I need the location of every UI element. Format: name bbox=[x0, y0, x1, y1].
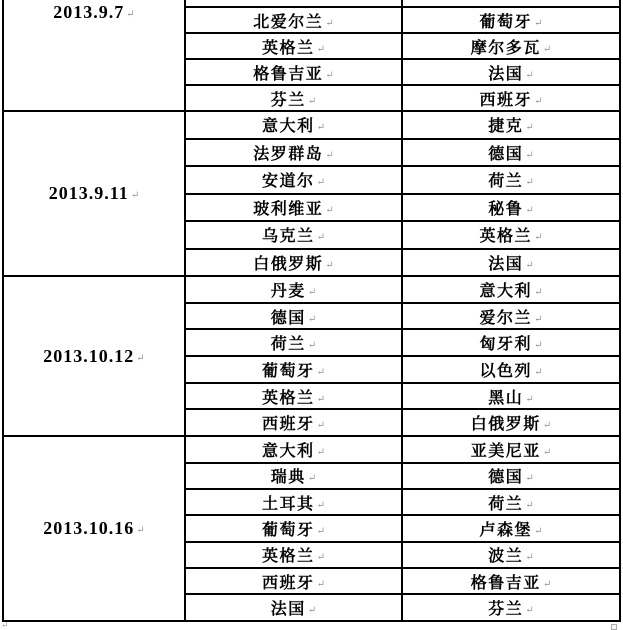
match-away-cell[interactable] bbox=[402, 33, 620, 59]
home-team-name: 乌克兰 bbox=[262, 228, 315, 246]
paragraph-mark: ↵ bbox=[534, 95, 543, 107]
home-team-name: 英格兰 bbox=[262, 39, 315, 57]
date-text: 2013.9.11 bbox=[48, 183, 129, 203]
match-away-cell[interactable] bbox=[402, 303, 620, 330]
match-away-cell[interactable] bbox=[402, 221, 620, 249]
match-away-cell[interactable] bbox=[402, 166, 620, 194]
paragraph-mark: ↵ bbox=[307, 286, 317, 298]
paragraph-mark: ↵ bbox=[316, 122, 325, 134]
match-away-cell[interactable] bbox=[402, 7, 620, 33]
match-home-cell[interactable] bbox=[185, 221, 402, 249]
paragraph-mark: ↵ bbox=[534, 340, 543, 352]
match-home-cell[interactable] bbox=[185, 166, 402, 194]
home-team-name: 芬兰 bbox=[270, 91, 306, 109]
away-team-name: 白俄罗斯 bbox=[470, 416, 541, 434]
match-home-cell[interactable] bbox=[185, 329, 402, 356]
paragraph-mark: ↵ bbox=[136, 524, 145, 536]
match-home-cell[interactable] bbox=[185, 276, 402, 303]
paragraph-mark: ↵ bbox=[542, 420, 552, 432]
paragraph-mark: ↵ bbox=[534, 313, 543, 325]
match-away-cell[interactable] bbox=[402, 409, 620, 436]
match-home-cell[interactable] bbox=[185, 594, 402, 620]
match-away-cell[interactable] bbox=[402, 568, 620, 594]
away-team-name: 卢森堡 bbox=[479, 521, 533, 539]
paragraph-mark: ↵ bbox=[316, 578, 325, 590]
paragraph-mark: ↵ bbox=[525, 204, 534, 216]
match-home-cell[interactable] bbox=[185, 111, 402, 139]
away-team-name: 意大利 bbox=[479, 282, 533, 300]
match-schedule-table bbox=[2, 0, 621, 622]
match-home-cell[interactable] bbox=[185, 436, 402, 462]
match-away-cell[interactable] bbox=[402, 111, 620, 139]
paragraph-mark: ↵ bbox=[325, 259, 334, 271]
paragraph-mark: ↵ bbox=[307, 313, 317, 325]
away-team-name: 秘鲁 bbox=[488, 200, 524, 218]
paragraph-mark: ↵ bbox=[534, 286, 543, 298]
paragraph-mark: ↵ bbox=[525, 122, 534, 134]
paragraph-mark: ↵ bbox=[316, 525, 325, 537]
schedule-body bbox=[3, 0, 620, 621]
away-team-name: 波兰 bbox=[488, 548, 524, 566]
paragraph-mark: ↵ bbox=[136, 352, 145, 364]
paragraph-mark: ↵ bbox=[525, 69, 534, 81]
paragraph-mark: ↵ bbox=[534, 232, 543, 244]
after-table-paragraph-mark: ↵ bbox=[1, 620, 9, 630]
home-team-name: 英格兰 bbox=[262, 548, 315, 566]
match-home-cell[interactable] bbox=[185, 139, 402, 167]
cropped-empty-cell[interactable] bbox=[185, 0, 402, 7]
cropped-row bbox=[3, 0, 620, 7]
paragraph-mark: ↵ bbox=[325, 204, 334, 216]
home-team-name: 土耳其 bbox=[262, 495, 315, 513]
away-team-name: 以色列 bbox=[479, 362, 533, 380]
match-home-cell[interactable] bbox=[185, 515, 402, 541]
match-home-cell[interactable] bbox=[185, 59, 402, 85]
paragraph-mark: ↵ bbox=[525, 552, 534, 564]
home-team-name: 瑞典 bbox=[270, 469, 306, 487]
away-team-name: 荷兰 bbox=[488, 495, 524, 513]
home-team-name: 西班牙 bbox=[262, 416, 315, 434]
match-home-cell[interactable] bbox=[185, 356, 402, 383]
away-team-name: 德国 bbox=[488, 145, 524, 163]
date-cell[interactable] bbox=[3, 276, 185, 436]
match-away-cell[interactable] bbox=[402, 194, 620, 222]
match-away-cell[interactable] bbox=[402, 85, 620, 111]
away-team-name: 亚美尼亚 bbox=[470, 442, 541, 460]
match-away-cell[interactable] bbox=[402, 59, 620, 85]
paragraph-mark: ↵ bbox=[316, 499, 325, 511]
paragraph-mark: ↵ bbox=[316, 552, 325, 564]
away-team-name: 荷兰 bbox=[488, 173, 524, 191]
paragraph-mark: ↵ bbox=[307, 605, 317, 617]
date-cell[interactable] bbox=[3, 111, 185, 276]
paragraph-mark: ↵ bbox=[534, 525, 543, 537]
home-team-name: 白俄罗斯 bbox=[253, 255, 324, 273]
paragraph-mark: ↵ bbox=[325, 69, 334, 81]
date-cell[interactable] bbox=[3, 0, 185, 111]
paragraph-mark: ↵ bbox=[525, 259, 534, 271]
cropped-empty-cell[interactable] bbox=[402, 0, 620, 7]
match-home-cell[interactable] bbox=[185, 489, 402, 515]
home-team-name: 玻利维亚 bbox=[253, 200, 324, 218]
paragraph-mark: ↵ bbox=[316, 366, 325, 378]
paragraph-mark: ↵ bbox=[307, 95, 317, 107]
table-viewport bbox=[2, 0, 619, 622]
away-team-name: 摩尔多瓦 bbox=[470, 39, 541, 57]
away-team-name: 匈牙利 bbox=[479, 336, 533, 354]
home-team-name: 意大利 bbox=[262, 442, 315, 460]
away-team-name: 英格兰 bbox=[479, 228, 533, 246]
match-home-cell[interactable] bbox=[185, 249, 402, 277]
home-team-name: 安道尔 bbox=[262, 173, 315, 191]
home-team-name: 法国 bbox=[270, 601, 306, 619]
match-away-cell[interactable] bbox=[402, 436, 620, 462]
home-team-name: 法罗群岛 bbox=[253, 145, 324, 163]
date-text: 2013.10.16 bbox=[43, 517, 135, 538]
paragraph-mark: ↵ bbox=[307, 340, 317, 352]
match-home-cell[interactable] bbox=[185, 7, 402, 33]
paragraph-mark: ↵ bbox=[525, 393, 534, 405]
home-team-name: 丹麦 bbox=[270, 282, 306, 300]
home-team-name: 意大利 bbox=[262, 118, 315, 136]
home-team-name: 葡萄牙 bbox=[262, 521, 315, 539]
home-team-name: 英格兰 bbox=[262, 389, 315, 407]
match-away-cell[interactable] bbox=[402, 594, 620, 620]
away-team-name: 德国 bbox=[488, 469, 524, 487]
paragraph-mark: ↵ bbox=[126, 9, 135, 20]
paragraph-mark: ↵ bbox=[325, 17, 334, 29]
match-home-cell[interactable] bbox=[185, 303, 402, 330]
match-home-cell[interactable] bbox=[185, 409, 402, 436]
paragraph-mark: ↵ bbox=[316, 232, 325, 244]
match-row bbox=[3, 436, 620, 462]
paragraph-mark: ↵ bbox=[316, 446, 325, 458]
away-team-name: 法国 bbox=[488, 65, 524, 83]
match-home-cell[interactable] bbox=[185, 85, 402, 111]
home-team-name: 德国 bbox=[270, 309, 306, 327]
match-home-cell[interactable] bbox=[185, 383, 402, 410]
paragraph-mark: ↵ bbox=[542, 446, 552, 458]
date-cell[interactable] bbox=[3, 436, 185, 621]
match-home-cell[interactable] bbox=[185, 194, 402, 222]
paragraph-mark: ↵ bbox=[534, 366, 543, 378]
home-team-name: 北爱尔兰 bbox=[253, 13, 324, 31]
match-away-cell[interactable] bbox=[402, 489, 620, 515]
match-home-cell[interactable] bbox=[185, 33, 402, 59]
paragraph-mark: ↵ bbox=[130, 190, 140, 201]
away-team-name: 爱尔兰 bbox=[479, 309, 533, 327]
away-team-name: 格鲁吉亚 bbox=[470, 574, 541, 592]
match-row bbox=[3, 111, 620, 139]
match-away-cell[interactable] bbox=[402, 515, 620, 541]
match-home-cell[interactable] bbox=[185, 463, 402, 489]
paragraph-mark: ↵ bbox=[542, 578, 552, 590]
away-team-name: 黑山 bbox=[488, 389, 524, 407]
match-home-cell[interactable] bbox=[185, 568, 402, 594]
paragraph-mark: ↵ bbox=[307, 473, 317, 485]
match-row bbox=[3, 276, 620, 303]
date-text: 2013.10.12 bbox=[43, 345, 135, 366]
paragraph-mark: ↵ bbox=[542, 43, 552, 55]
match-away-cell[interactable] bbox=[402, 276, 620, 303]
date-text: 2013.9.7 bbox=[53, 2, 125, 22]
paragraph-mark: ↵ bbox=[525, 499, 534, 511]
paragraph-mark: ↵ bbox=[325, 149, 334, 161]
home-team-name: 格鲁吉亚 bbox=[253, 65, 324, 83]
away-team-name: 芬兰 bbox=[488, 601, 524, 619]
home-team-name: 西班牙 bbox=[262, 574, 315, 592]
away-team-name: 法国 bbox=[488, 255, 524, 273]
paragraph-mark: ↵ bbox=[525, 149, 534, 161]
paragraph-mark: ↵ bbox=[316, 43, 325, 55]
match-home-cell[interactable] bbox=[185, 542, 402, 568]
paragraph-mark: ↵ bbox=[316, 177, 325, 189]
paragraph-mark: ↵ bbox=[316, 393, 325, 405]
match-away-cell[interactable] bbox=[402, 463, 620, 489]
paragraph-mark: ↵ bbox=[534, 17, 543, 29]
table-resize-handle[interactable] bbox=[611, 624, 617, 630]
match-away-cell[interactable] bbox=[402, 139, 620, 167]
home-team-name: 葡萄牙 bbox=[262, 362, 315, 380]
paragraph-mark: ↵ bbox=[525, 473, 534, 485]
away-team-name: 西班牙 bbox=[479, 91, 533, 109]
home-team-name: 荷兰 bbox=[270, 336, 306, 354]
paragraph-mark: ↵ bbox=[525, 177, 534, 189]
match-away-cell[interactable] bbox=[402, 249, 620, 277]
paragraph-mark: ↵ bbox=[316, 420, 325, 432]
paragraph-mark: ↵ bbox=[525, 605, 534, 617]
away-team-name: 葡萄牙 bbox=[479, 13, 533, 31]
match-away-cell[interactable] bbox=[402, 542, 620, 568]
match-away-cell[interactable] bbox=[402, 383, 620, 410]
match-away-cell[interactable] bbox=[402, 356, 620, 383]
match-away-cell[interactable] bbox=[402, 329, 620, 356]
away-team-name: 捷克 bbox=[488, 118, 524, 136]
